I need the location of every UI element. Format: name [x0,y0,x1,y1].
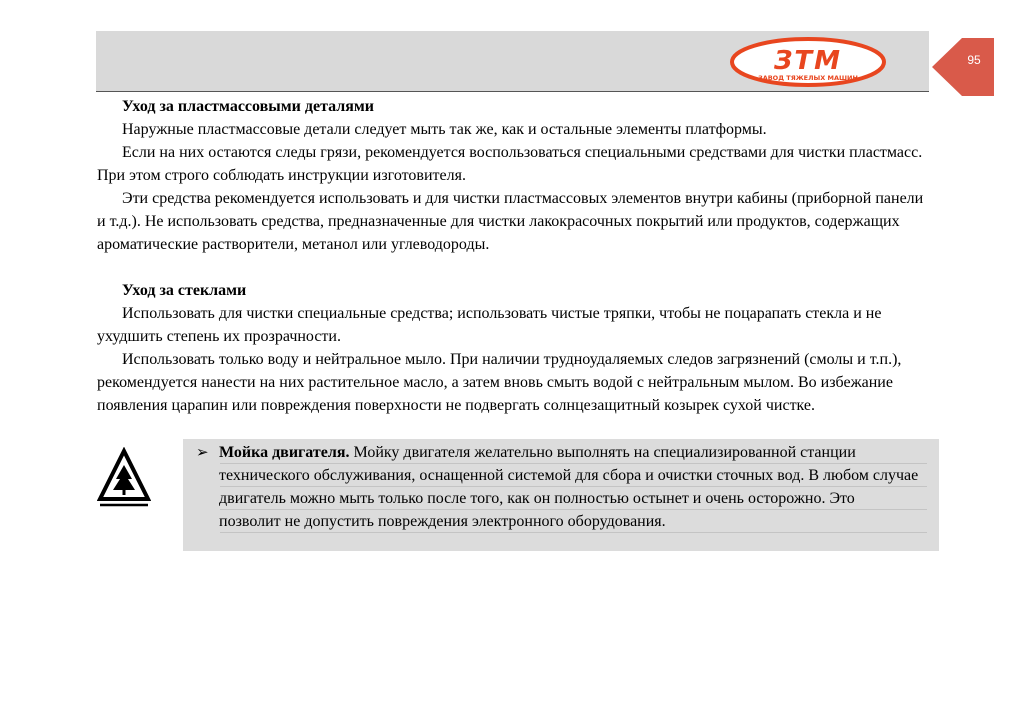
company-logo [729,36,887,88]
paragraph: Эти средства рекомендуется использовать и для чистки пластмассовых элементов внутри кабины (приборной панели и т.д.). Не использовать средства, предназначенные для чистки лакокрасочных покрытий или продуктов, содержащих ароматические растворители, метанол или углеводороды. [97,190,924,253]
note-title: Мойка двигателя. [219,444,350,461]
environment-warning-icon [97,447,151,513]
section-heading-plastic: Уход за пластмассовыми деталями [122,98,375,115]
logo-subtitle: ЗАВОД ТЯЖЕЛЫХ МАШИН [758,74,858,82]
logo-main-text: ЗТМ [773,46,843,76]
paragraph: Если на них остаются следы грязи, рекомендуется воспользоваться специальными средствами для чистки пластмасс. При этом строго соблюдать инструкции изготовителя. [97,144,923,184]
page-number-tab [932,38,994,96]
document-body [97,95,933,417]
note-text [219,441,919,533]
section-heading-glass: Уход за стеклами [122,282,247,299]
note-body: Мойку двигателя желательно выполнять на специализированной станции технического обслуживания, оснащенной системой для сбора и очистки сточных вод. В любом случае двигатель можно мыть только после того, как он полностью остынет и очень осторожно. Это позволит не допустить повреждения электронного оборудования. [219,444,919,530]
paragraph: Наружные пластмассовые детали следует мыть так же, как и остальные элементы платформы. [122,121,767,138]
note-bullet-arrow: ➢ [196,443,209,461]
paragraph: Использовать для чистки специальные средства; использовать чистые тряпки, чтобы не поцарапать стекла и не ухудшить степень их прозрачности. [97,305,882,345]
page-number: 95 [967,53,981,67]
paragraph: Использовать только воду и нейтральное мыло. При наличии трудноудаляемых следов загрязнений (смолы и т.п.), рекомендуется нанести на них растительное масло, а затем вновь смыть водой с нейтральным мылом. Во избежание появления царапин или повреждения поверхности не подвергать солнцезащитный козырек сухой чистке. [97,351,902,414]
